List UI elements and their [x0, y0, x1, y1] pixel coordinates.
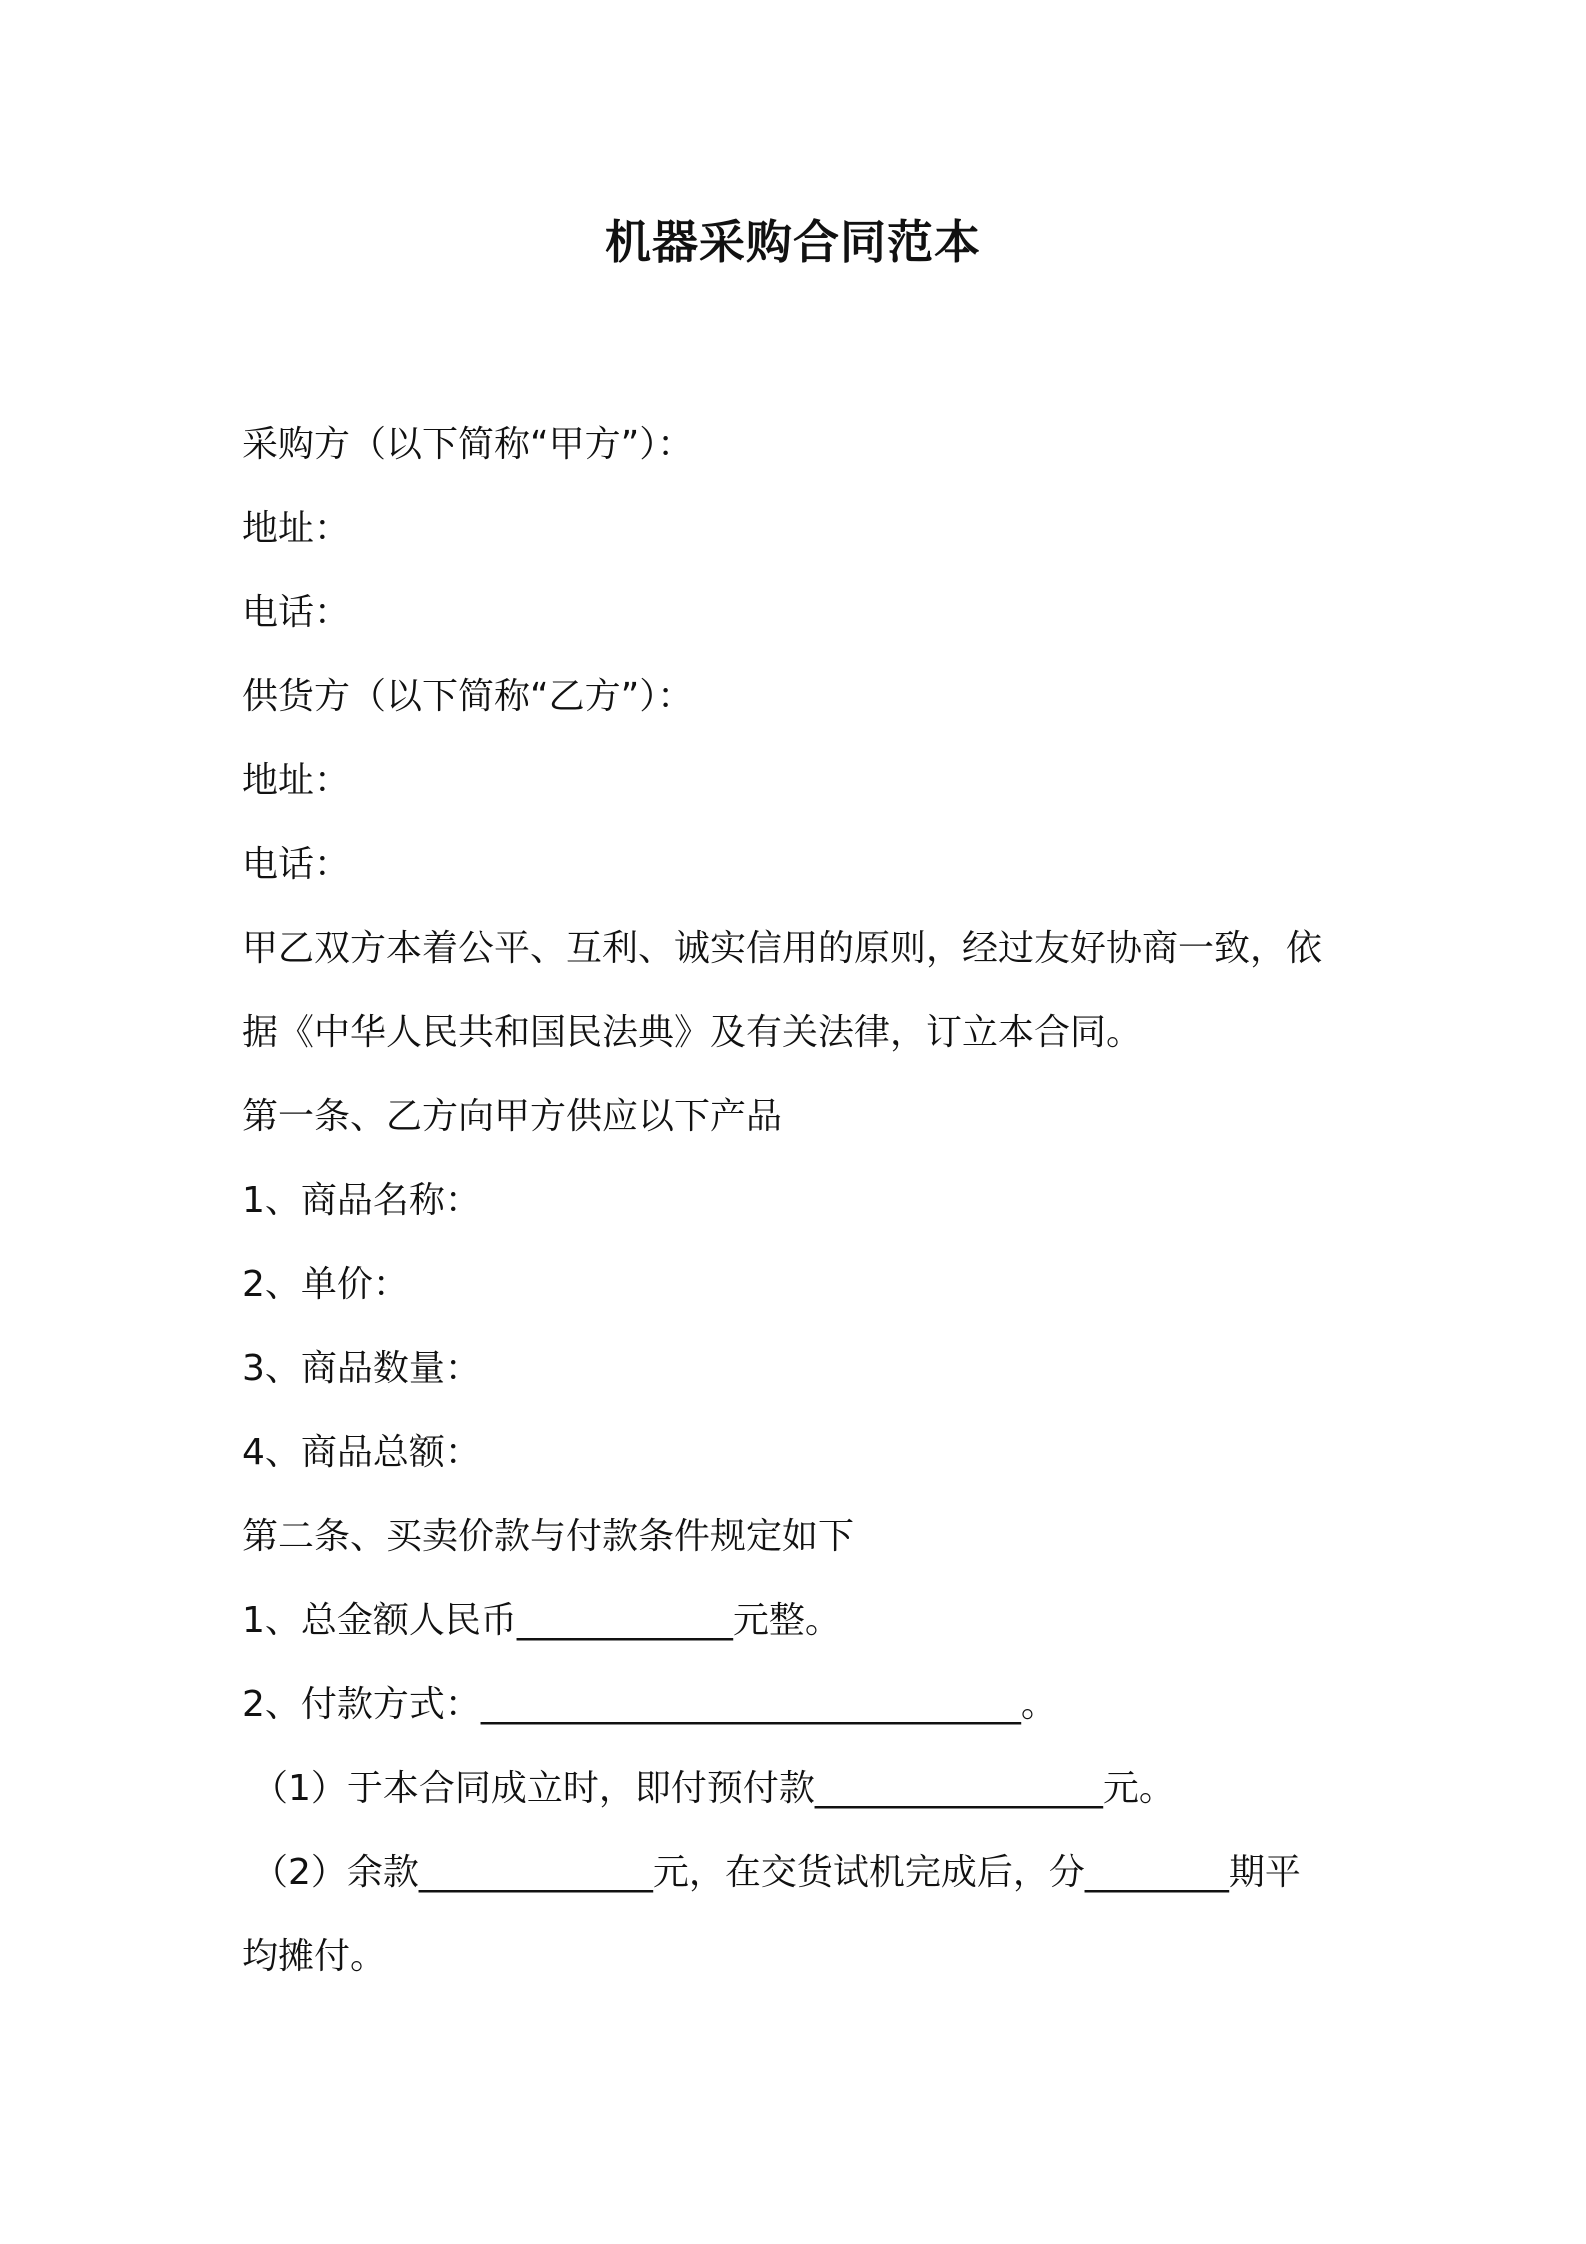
- supplier-phone-line: 电话：: [242, 844, 351, 885]
- balance-line: （2）余款_____________元，在交货试机完成后，分________期平: [252, 1852, 1301, 1893]
- preamble-line-2: 据《中华人民共和国民法典》及有关法律，订立本合同。: [242, 1012, 1143, 1053]
- article-1-heading: 第一条、乙方向甲方供应以下产品: [242, 1096, 783, 1137]
- prepayment-line: （1）于本合同成立时，即付预付款________________元。: [252, 1768, 1175, 1809]
- unit-price-line: 2、单价：: [242, 1264, 409, 1305]
- buyer-phone-line: 电话：: [242, 592, 351, 633]
- supplier-line: 供货方（以下简称“乙方”）：: [242, 676, 694, 717]
- preamble-line-1: 甲乙双方本着公平、互利、诚实信用的原则，经过友好协商一致，依: [242, 928, 1323, 969]
- product-name-line: 1、商品名称：: [242, 1180, 481, 1221]
- buyer-address-line: 地址：: [242, 508, 351, 549]
- total-rmb-line: 1、总金额人民币____________元整。: [242, 1600, 841, 1641]
- buyer-line: 采购方（以下简称“甲方”）：: [242, 424, 694, 465]
- balance-line-continued: 均摊付。: [242, 1936, 387, 1977]
- total-amount-line: 4、商品总额：: [242, 1432, 481, 1473]
- quantity-line: 3、商品数量：: [242, 1348, 481, 1389]
- document-body: [242, 403, 1352, 1999]
- supplier-address-line: 地址：: [242, 760, 351, 801]
- article-2-heading: 第二条、买卖价款与付款条件规定如下: [242, 1516, 855, 1557]
- payment-method-line: 2、付款方式：______________________________。: [242, 1684, 1057, 1725]
- document-title: 机器采购合同范本: [605, 215, 981, 269]
